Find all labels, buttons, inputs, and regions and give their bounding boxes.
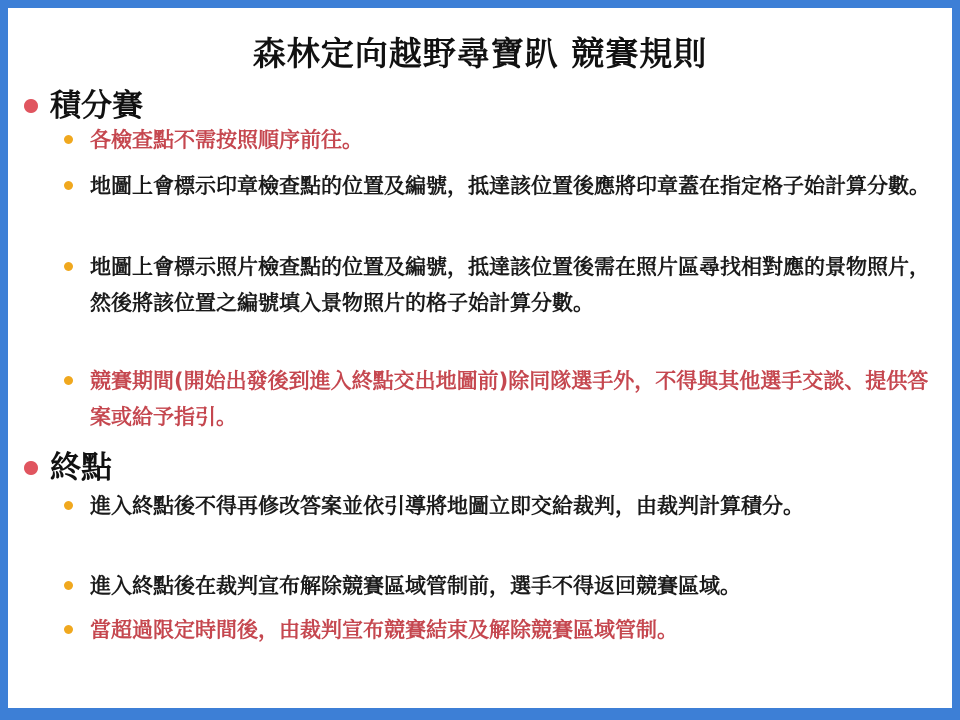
section-heading-finish	[24, 442, 112, 487]
section-bullet-icon	[24, 461, 38, 475]
rule-item	[64, 363, 942, 435]
section-bullet-icon	[24, 99, 38, 113]
rule-item	[64, 122, 942, 158]
rule-item	[64, 568, 942, 604]
rule-text: 進入終點後在裁判宣布解除競賽區域管制前，選手不得返回競賽區域。	[90, 574, 741, 598]
item-bullet-icon	[64, 135, 73, 144]
rule-item	[64, 612, 942, 648]
rule-text: 各檢查點不需按照順序前往。	[90, 128, 363, 152]
item-bullet-icon	[64, 501, 73, 510]
slide-title: 森林定向越野尋寶趴 競賽規則	[252, 34, 708, 73]
item-bullet-icon	[64, 581, 73, 590]
rule-text: 競賽期間(開始出發後到進入終點交出地圖前)除同隊選手外，不得與其他選手交談、提供答案或給予指引。	[90, 369, 929, 429]
slide	[8, 8, 952, 708]
rule-text: 地圖上會標示照片檢查點的位置及編號，抵達該位置後需在照片區尋找相對應的景物照片，然後將該位置之編號填入景物照片的格子始計算分數。	[90, 255, 930, 315]
section-heading-points	[24, 80, 143, 125]
item-bullet-icon	[64, 262, 73, 271]
item-bullet-icon	[64, 376, 73, 385]
rule-text: 地圖上會標示印章檢查點的位置及編號，抵達該位置後應將印章蓋在指定格子始計算分數。	[90, 174, 930, 198]
rule-item	[64, 488, 942, 524]
rule-item	[64, 249, 942, 321]
rule-text: 當超過限定時間後，由裁判宣布競賽結束及解除競賽區域管制。	[90, 618, 678, 642]
rule-text: 進入終點後不得再修改答案並依引導將地圖立即交給裁判，由裁判計算積分。	[90, 494, 804, 518]
section-heading-label: 終點	[50, 450, 112, 486]
item-bullet-icon	[64, 181, 73, 190]
section-heading-label: 積分賽	[50, 88, 143, 124]
item-bullet-icon	[64, 625, 73, 634]
rule-item	[64, 168, 942, 204]
